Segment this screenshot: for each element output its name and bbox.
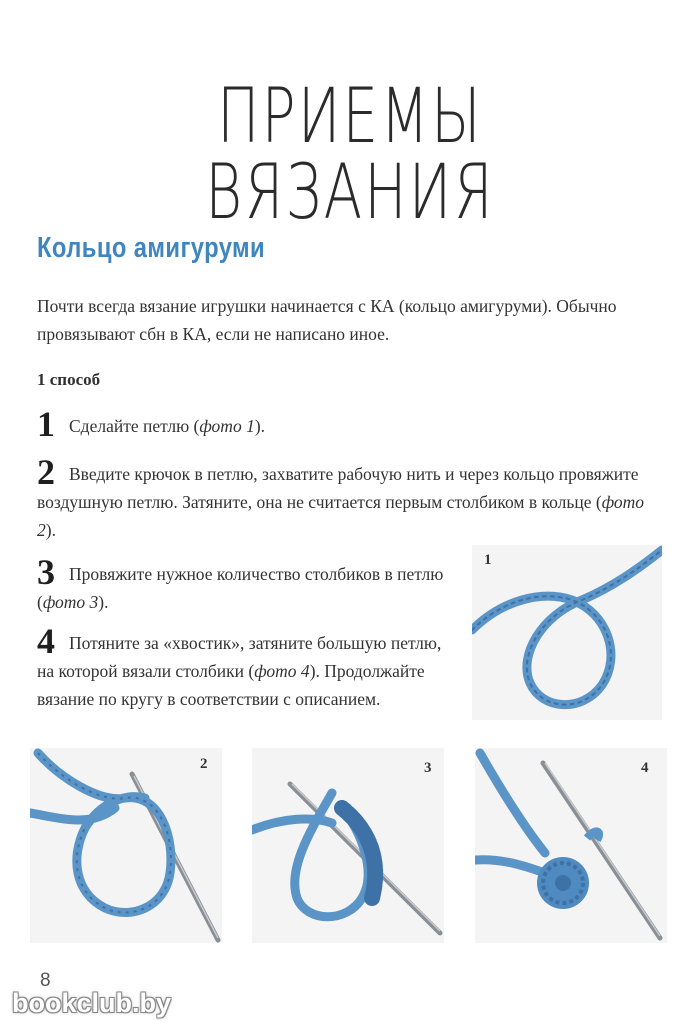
yarn-ring-hook-photo — [475, 748, 667, 943]
photo-reference: фото 2 — [37, 492, 645, 540]
photo-reference: фото 1 — [199, 416, 255, 436]
section-heading: Кольцо амигуруми — [37, 232, 266, 264]
photo-label: 2 — [200, 756, 208, 772]
step-text-end: ). — [98, 592, 109, 612]
photo-reference: фото 3 — [42, 592, 99, 612]
yarn-stitches-hook-photo — [252, 748, 444, 943]
step-2 — [37, 452, 667, 544]
step-text-end: ). — [45, 520, 56, 540]
step-text: Введите крючок в петлю, захватите рабочую нить и через кольцо провяжите воздушную петлю. Затяните, она не считается первым столбиком в кольце ( — [37, 464, 639, 512]
photo-label: 4 — [641, 760, 649, 776]
yarn-loop-hook-photo — [30, 748, 222, 943]
step-text-end: ). — [254, 416, 266, 436]
photo-1 — [472, 545, 662, 720]
photo-4 — [475, 748, 667, 943]
page-title: ПРИЕМЫ ВЯЗАНИЯ — [205, 71, 495, 236]
step-1 — [37, 404, 657, 444]
step-number: 2 — [37, 452, 55, 492]
step-3 — [37, 552, 452, 616]
watermark: bookclub.by — [12, 988, 172, 1018]
photo-label: 1 — [484, 552, 492, 568]
photo-3 — [252, 748, 444, 943]
page-number: 8 — [40, 970, 51, 991]
step-text-end: ). Продолжайте вязание по кругу в соответствии с описанием. — [37, 661, 425, 709]
photo-reference: фото 4 — [254, 661, 310, 681]
step-number: 4 — [37, 621, 55, 661]
intro-paragraph: Почти всегда вязание игрушки начинается с КА (кольцо амигуруми). Обычно провязывают сбн в КА, если не написано иное. — [37, 296, 617, 344]
step-number: 3 — [37, 552, 55, 592]
method-label: 1 способ — [37, 370, 101, 389]
step-text: Потяните за «хвостик», затяните большую петлю, на которой вязали столбики ( — [37, 633, 442, 681]
step-4 — [37, 621, 457, 713]
photo-2 — [30, 748, 222, 943]
step-text: Сделайте петлю ( — [69, 416, 200, 436]
step-number: 1 — [37, 404, 55, 444]
yarn-loop-photo — [472, 545, 662, 720]
photo-label: 3 — [424, 760, 432, 776]
step-text: Провяжите нужное количество столбиков в петлю ( — [37, 564, 444, 612]
